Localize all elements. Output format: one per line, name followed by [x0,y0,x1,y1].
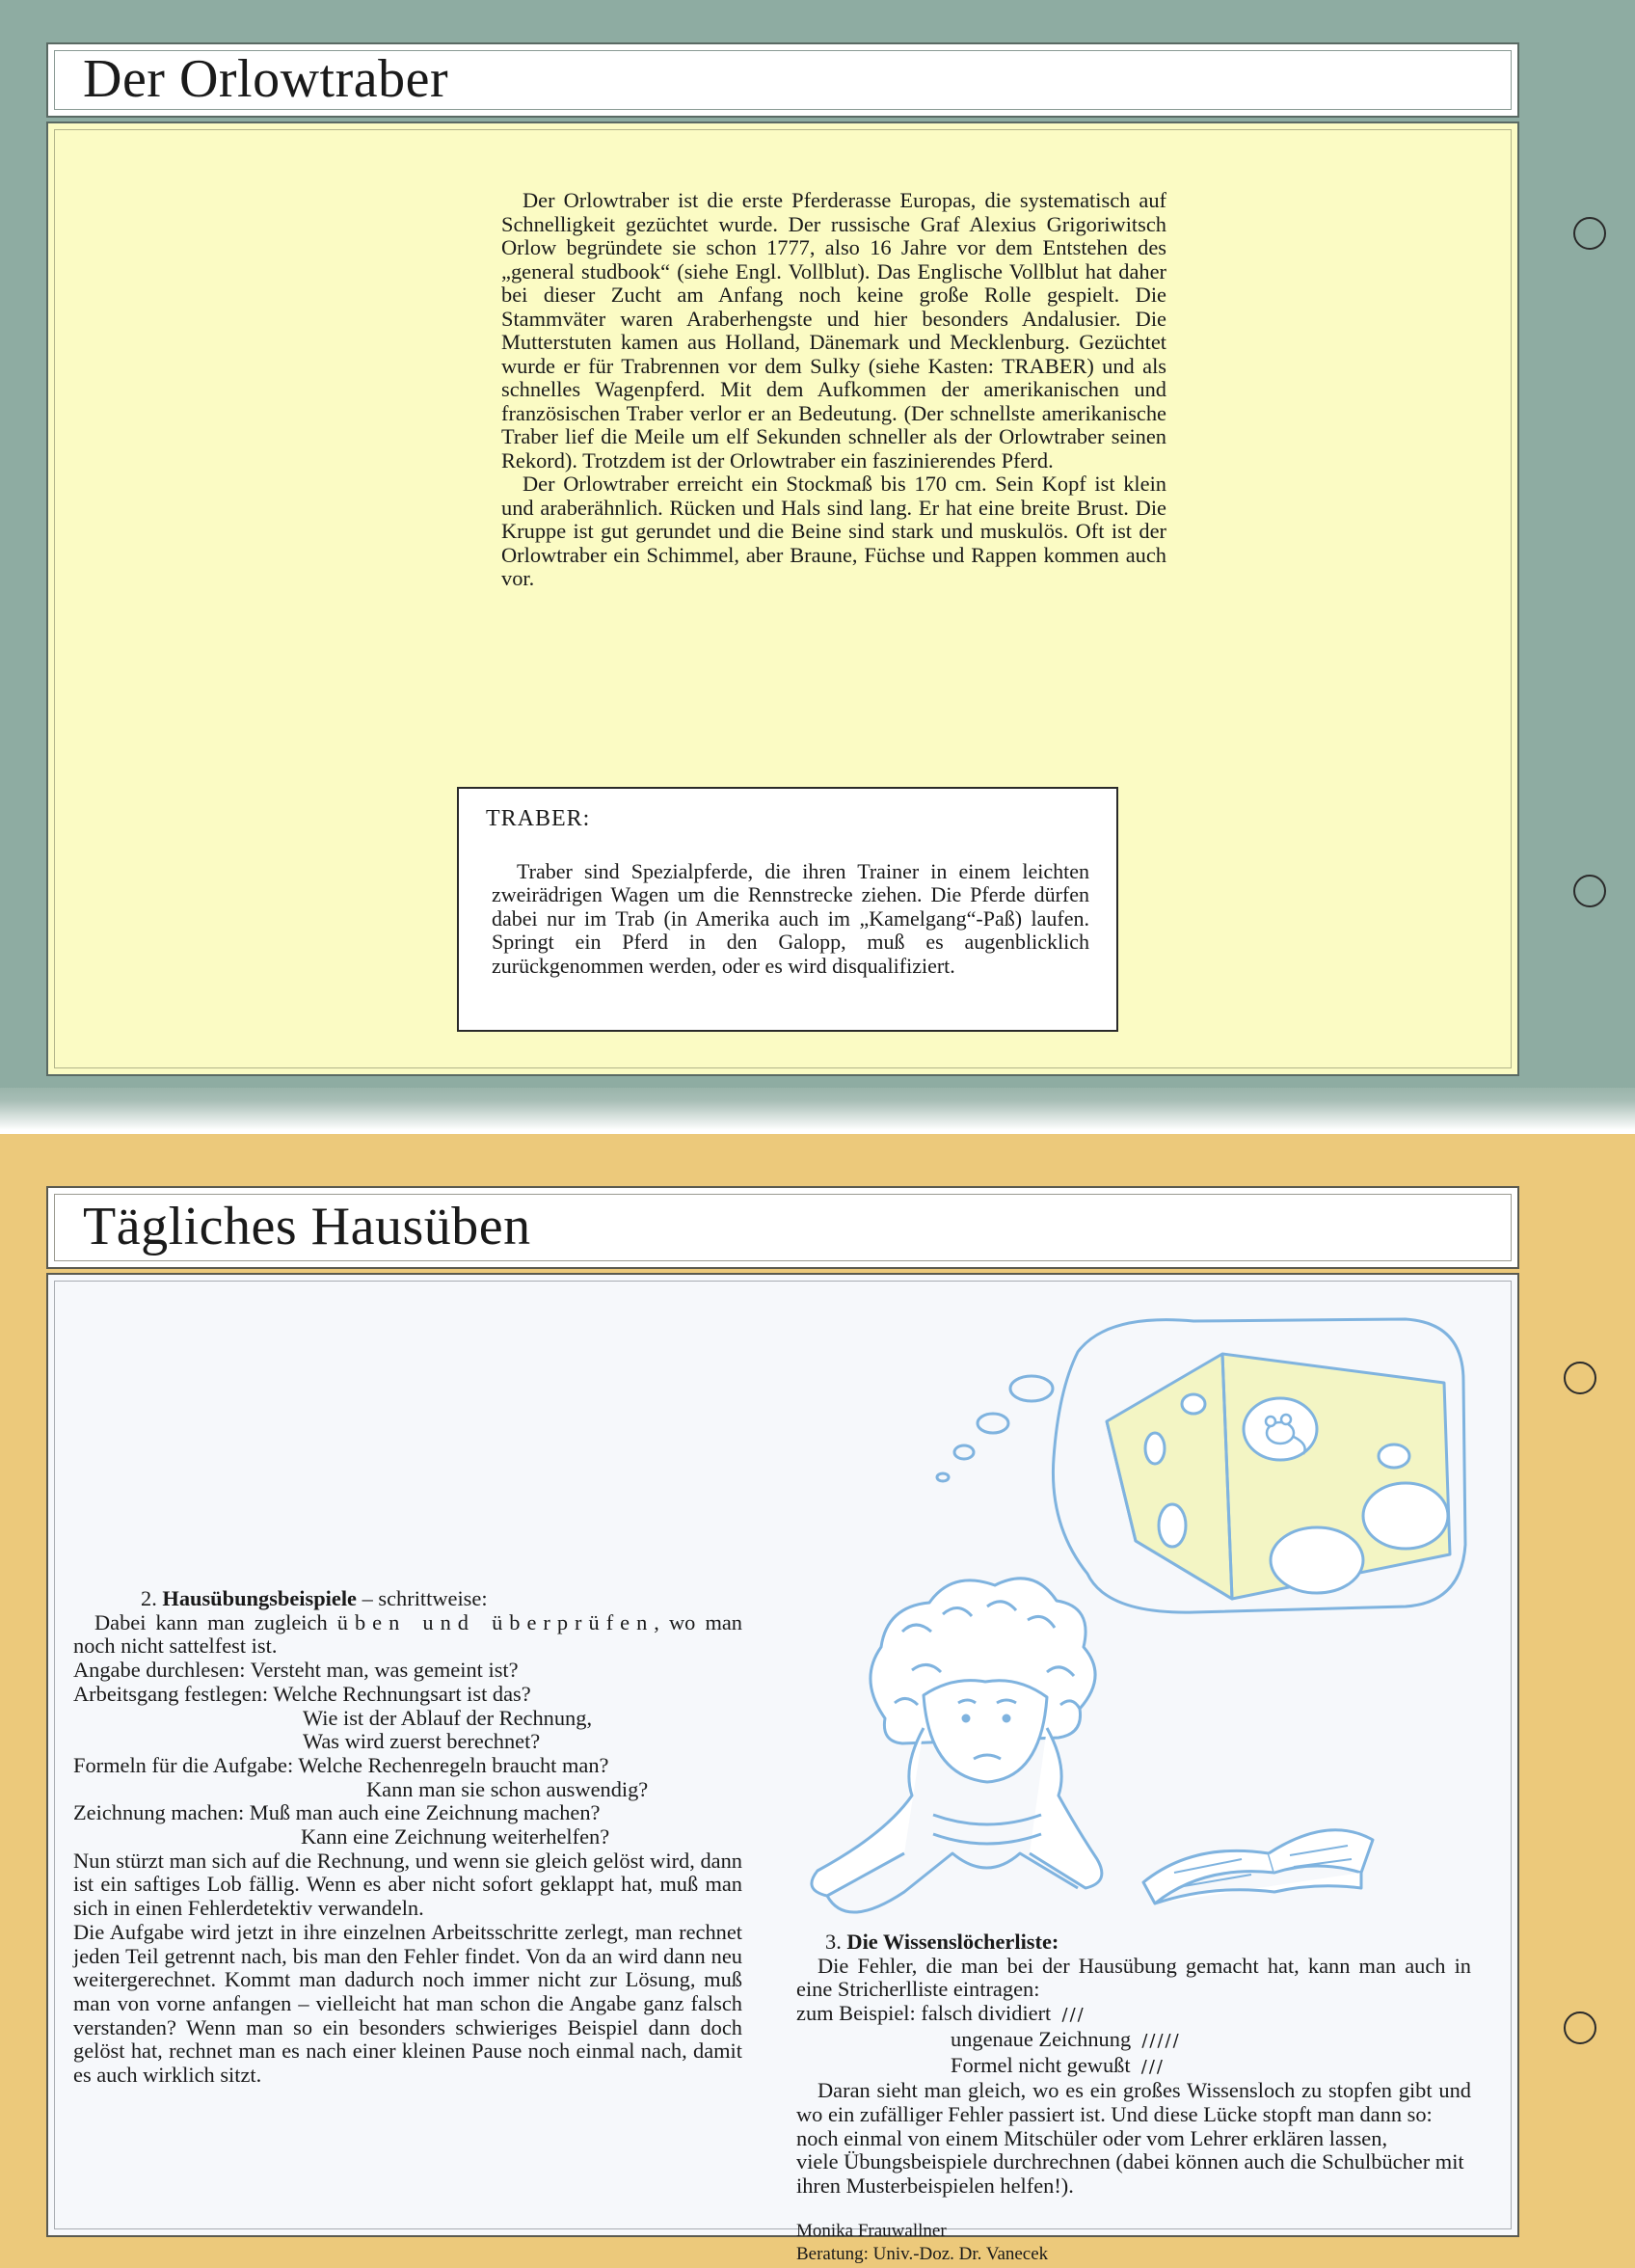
content-panel [46,122,1519,1076]
tally-marks: /// [1061,2005,1086,2026]
article-text [501,189,1166,591]
step-line: Zeichnung machen: Muß man auch eine Zeichnung machen? [73,1800,601,1825]
step-line: Arbeitsgang festlegen: Welche Rechnungsart ist das? [73,1681,531,1706]
article-paragraph: Der Orlowtraber ist die erste Pferderasse Europas, die systematisch auf Schnelligkeit gezüchtet wurde. Der russische Graf Alexius Grigoriwitsch Orlow begründete sie schon 1777, also 16 Jahre vor dem Entstehen des „general studbook“ (siehe Engl. Vollblut). Das Englische Vollblut hat daher bei dieser Zucht am Anfang noch keine große Rolle gespielt. Die Stammväter waren Araberhengste und hier besonders Andalusier. Die Mutterstuten kamen aus Holland, Dänemark und Mecklenburg. Gezüchtet wurde er für Trabrennen vor dem Sulky (siehe Kasten: TRABER) und als schnelles Wagenpferd. Mit dem Aufkommen der amerikanischen und französischen Traber verlor er an Bedeutung. (Der schnellste amerikanische Traber lief die Meile um elf Sekunden schneller als der Orlowtraber seinen Rekord). Trotzdem ist der Orlowtraber ein faszinierendes Pferd. [501,188,1166,472]
info-box-text: Traber sind Spezialpferde, die ihren Trainer in einem leichten zweirädrigen Wagen um die Rennstrecke ziehen. Die Pferde dürfen dabei nur im Trab (in Amerika auch im „Kamelgang“-Paß) laufen. Springt ein Pferd in den Galopp, muß es augenblicklich zurückgenommen werden, oder es wird disqualifiziert. [492,859,1089,978]
card-title: Tägliches Hausüben [83,1197,531,1256]
paragraph: Nun stürzt man sich auf die Rechnung, und wenn sie gleich gelöst wird, dann ist ein saftiges Lob fällig. Wenn es aber nicht sofort geklappt hat, muß man sich in einen Fehlerdetektiv verwandeln. [73,1848,742,1921]
list-item: viele Übungsbeispiele durchrechnen (dabei können auch die Schulbücher mit ihren Musterbeispielen helfen!). [796,2149,1464,2199]
traber-info-box [457,787,1118,1032]
tally-marks: ///// [1141,2030,1181,2051]
thinking-child-illustration [789,1313,1531,1930]
paragraph: Daran sieht man gleich, wo es ein großes Wissensloch zu stopfen gibt und wo ein zufälliger Fehler passiert ist. Und diese Lücke stopft man dann so: [796,2078,1471,2126]
section-wissensloecherliste [796,1930,1471,2266]
paragraph: Die Aufgabe wird jetzt in ihre einzelnen Arbeitsschritte zerlegt, man rechnet jeden Teil getrennt nach, bis man den Fehler findet. Von da an wird dann neu weitergerechnet. Kommt man dadurch noch immer nicht zur Lösung, muß man von vorne anfangen – vielleicht hat man schon die Angabe ganz falsch verstanden? Wenn man so ein besonders schwieriges Beispiel dann doch gelöst hat, rechnet man es nach einer kleinen Pause noch einmal nach, damit es auch wirklich sitzt. [73,1919,742,2088]
step-line: Wie ist der Ablauf der Rechnung, [303,1705,593,1730]
emphasis-text: üben und überprüfen [336,1609,655,1634]
step-line: Kann eine Zeichnung weiterhelfen? [301,1824,610,1850]
section-intro: Dabei kann man zugleich üben und überprüfen, wo man noch nicht sattelfest ist. [73,1609,742,1659]
step-line: Angabe durchlesen: Versteht man, was gemeint ist? [73,1658,519,1683]
section-hausuebungsbeispiele: 2. Hausübungsbeispiele – schrittweise: Dabei kann man zugleich üben und überprüfen, wo man noch nicht sattelfest ist. Angabe durchlesen: Versteht man, was gemeint ist? Arbeitsgang festlegen: Welche Rechnungsart ist das? Wie ist der Ablauf der Rechnung, Was wird zuerst berechnet? Formeln für die Aufgabe: Welche Rechenregeln braucht man? Kann man sie schon auswendig? Zeichnung machen: Muß man auch eine Zeichnung machen? Kann eine Zeichnung weiterhelfen? Nun stürzt man sich auf die Rechnung, und wenn sie gleich gelöst wird, dann ist ein saftiges Lob fällig. Wenn es aber nicht sofort geklappt hat, muß man sich in einen Fehlerdetektiv verwandeln. Die Aufgabe wird jetzt in ihre einzelnen Arbeitsschritte zerlegt, man rechnet jeden Teil getrennt nach, bis man den Fehler findet. Von da an wird dann neu weitergerechnet. Kommt man dadurch noch immer nicht zur Lösung, muß man von vorne anfangen – vielleicht hat man schon die Angabe ganz falsch verstanden? Wenn man so ein besonders schwieriges Beispiel dann doch gelöst hat, rechnet man es nach einer kleinen Pause noch einmal nach, damit es auch wirklich sitzt. [73,1586,742,2088]
example-label: zum Beispiel: [796,2001,916,2026]
section-intro: Die Fehler, die man bei der Hausübung gemacht hat, kann man auch in eine Stricherlliste eintragen: [796,1953,1471,2002]
info-box-heading: TRABER: [486,806,591,831]
advisor: Beratung: Univ.-Doz. Dr. Vanecek [796,2243,1049,2264]
binder-hole [1573,217,1606,250]
step-line: Formeln für die Aufgabe: Welche Rechenregeln braucht man? [73,1752,609,1777]
title-box [46,1186,1519,1269]
section-heading: Hausübungsbeispiele [162,1586,357,1610]
tally-example-list [796,2002,1471,2079]
binder-hole [1564,2012,1596,2044]
author: Monika Frauwallner [796,2220,947,2241]
binder-hole [1564,1362,1596,1394]
section-heading: Die Wissenslöcherliste: [846,1930,1059,1954]
binder-hole [1573,875,1606,907]
section-number: 3. [825,1930,842,1954]
perforation-edge [0,1088,1635,1130]
example-text: Formel nicht gewußt [951,2052,1131,2077]
section-number: 2. [141,1586,157,1610]
content-panel [46,1273,1519,2264]
card-orlowtraber [0,0,1635,1088]
example-text: falsch dividiert [921,2001,1052,2026]
article-paragraph: Der Orlowtraber erreicht ein Stockmaß bis 170 cm. Sein Kopf ist klein und araberähnlich. Rücken und Hals sind lang. Er hat eine breite Brust. Die Kruppe ist gut gerundet und die Beine sind stark und muskulös. Oft ist der Orlowtraber ein Schimmel, aber Braune, Füchse und Rappen kommen auch vor. [501,472,1166,590]
card-hausueben [0,1134,1635,2268]
list-item: noch einmal von einem Mitschüler oder vom Lehrer erklären lassen, [796,2125,1388,2150]
card-title: Der Orlowtraber [83,49,449,109]
step-line: Was wird zuerst berechnet? [303,1729,541,1754]
step-line: Kann man sie schon auswendig? [366,1776,649,1801]
title-box [46,42,1519,118]
example-text: ungenaue Zeichnung [951,2026,1132,2051]
tally-marks: /// [1140,2056,1165,2077]
